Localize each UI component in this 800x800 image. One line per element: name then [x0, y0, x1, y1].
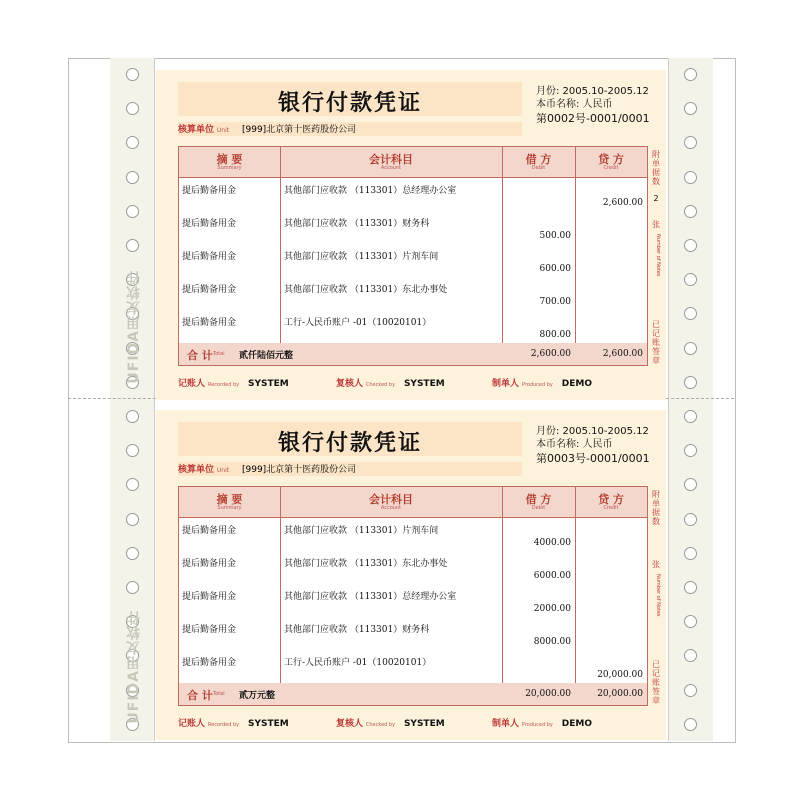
row-account: 其他部门应收款 （113301）东北办事处 — [284, 559, 448, 569]
ufida-watermark: UFIDA用友软件 — [126, 270, 142, 384]
row-summary: 提后勤备用金 — [182, 186, 237, 196]
attach-count: 2 — [653, 194, 659, 203]
header-account-en: Account — [380, 165, 402, 171]
checker — [336, 376, 445, 389]
right-tractor-hole — [684, 547, 697, 560]
row-summary: 提后勤备用金 — [182, 559, 237, 569]
header-account: 会计科目 — [369, 493, 413, 506]
checker-label-en: Checked by — [365, 382, 396, 388]
checker-label: 复核人 — [336, 379, 364, 389]
recorder-name: SYSTEM — [248, 379, 289, 389]
voucher-title-band — [178, 82, 522, 116]
currency-name: 本币名称: 人民币 — [536, 439, 613, 450]
ufida-watermark: UFIDA用友软件 — [126, 610, 142, 724]
header-credit: 贷 方 — [598, 493, 624, 506]
table-row — [179, 518, 647, 552]
row-account: 其他部门应收款 （113301）总经理办公室 — [284, 186, 457, 196]
right-tractor-hole — [684, 513, 697, 526]
right-tractor-hole — [684, 376, 697, 389]
right-tractor-hole — [684, 718, 697, 731]
zhang-label: 张 — [652, 560, 660, 569]
unit-name: [999]北京第十医药股份公司 — [241, 465, 357, 475]
row-account: 工行-人民币账户 -01（10020101） — [284, 658, 432, 668]
row-account: 其他部门应收款 （113301）总经理办公室 — [284, 592, 457, 602]
table-row — [179, 617, 647, 651]
zhang-label-en: Number of Notes — [655, 234, 661, 277]
header-debit-en: Debit — [531, 165, 546, 171]
header-summary-en: Summary — [217, 165, 242, 171]
total-in-words: 贰仟陆佰元整 — [239, 351, 294, 361]
left-tractor-hole — [126, 239, 139, 252]
header-account: 会计科目 — [369, 153, 413, 166]
entry-table — [178, 146, 648, 366]
table-row — [179, 211, 647, 245]
row-summary: 提后勤备用金 — [182, 526, 237, 536]
voucher-title: 银行付款凭证 — [277, 91, 422, 116]
posted-stamp-label: 已记账签章 — [652, 320, 660, 365]
recorder-name: SYSTEM — [248, 719, 289, 729]
total-credit: 20,000.00 — [597, 689, 643, 699]
table-row — [179, 277, 647, 311]
right-tractor-hole — [684, 410, 697, 423]
table-row — [179, 584, 647, 618]
unit-name: [999]北京第十医药股份公司 — [241, 125, 357, 135]
right-tractor-hole — [684, 581, 697, 594]
recorder-label-en: Recorded by — [207, 722, 240, 728]
month-range: 月份: 2005.10-2005.12 — [536, 426, 649, 437]
posted-stamp-label: 已记账签章 — [652, 660, 660, 705]
row-debit: 8000.00 — [533, 637, 571, 647]
recorder — [178, 376, 289, 389]
row-debit: 500.00 — [539, 231, 571, 241]
row-debit: 800.00 — [539, 330, 571, 340]
currency-name: 本币名称: 人民币 — [536, 99, 613, 110]
producer-label: 制单人 — [492, 719, 520, 729]
payment-voucher — [126, 70, 666, 400]
attach-label: 附单据数 — [652, 490, 660, 526]
header-summary-en: Summary — [217, 505, 242, 511]
voucher-number: 第0002号-0001/0001 — [536, 112, 650, 125]
unit-label: 核算单位 — [178, 125, 215, 135]
left-tractor-hole — [126, 68, 139, 81]
row-account: 其他部门应收款 （113301）东北办事处 — [284, 285, 448, 295]
zhang-label-en: Number of Notes — [655, 574, 661, 617]
left-tractor-hole — [126, 547, 139, 560]
left-tractor-hole — [126, 581, 139, 594]
right-tractor-hole — [684, 342, 697, 355]
row-summary: 提后勤备用金 — [182, 252, 237, 262]
payment-voucher — [126, 410, 666, 740]
right-tractor-hole — [684, 205, 697, 218]
header-summary: 摘 要 — [216, 153, 243, 166]
row-credit: 20,000.00 — [597, 670, 643, 680]
voucher-number: 第0003号-0001/0001 — [536, 452, 650, 465]
row-account: 其他部门应收款 （113301）片剂车间 — [284, 252, 439, 262]
header-credit-en: Credit — [603, 165, 619, 171]
table-row — [179, 650, 647, 684]
checker-label: 复核人 — [336, 719, 364, 729]
voucher-title: 银行付款凭证 — [277, 431, 422, 456]
right-tractor-hole — [684, 171, 697, 184]
unit-label-en: Unit — [216, 467, 230, 474]
producer — [492, 376, 592, 389]
header-credit: 贷 方 — [598, 153, 624, 166]
month-range: 月份: 2005.10-2005.12 — [536, 86, 649, 97]
row-debit: 6000.00 — [533, 571, 571, 581]
total-debit: 20,000.00 — [525, 689, 571, 699]
producer-label-en: Produced by — [521, 722, 553, 728]
table-header — [179, 487, 647, 518]
checker-label-en: Checked by — [365, 722, 396, 728]
table-row — [179, 178, 647, 212]
row-debit: 700.00 — [539, 297, 571, 307]
header-account-en: Account — [380, 505, 402, 511]
entry-table — [178, 486, 648, 706]
right-tractor-hole — [684, 239, 697, 252]
total-credit: 2,600.00 — [602, 349, 643, 359]
total-label-en: Total — [213, 351, 225, 357]
row-summary: 提后勤备用金 — [182, 318, 237, 328]
row-summary: 提后勤备用金 — [182, 219, 237, 229]
producer-name: DEMO — [561, 719, 592, 729]
checker-name: SYSTEM — [403, 379, 445, 389]
table-header — [179, 147, 647, 178]
attach-label: 附单据数 — [652, 150, 660, 186]
row-summary: 提后勤备用金 — [182, 658, 237, 668]
row-debit: 2000.00 — [533, 604, 571, 614]
recorder-label: 记账人 — [178, 379, 206, 389]
header-debit: 借 方 — [525, 493, 552, 506]
total-label: 合 计 — [187, 349, 213, 362]
row-account: 其他部门应收款 （113301）片剂车间 — [284, 526, 439, 536]
right-tractor-hole — [684, 684, 697, 697]
header-debit: 借 方 — [525, 153, 552, 166]
row-account: 工行-人民币账户 -01（10020101） — [284, 318, 432, 328]
checker-name: SYSTEM — [403, 719, 445, 729]
row-account: 其他部门应收款 （113301）财务科 — [284, 625, 430, 635]
row-summary: 提后勤备用金 — [182, 592, 237, 602]
voucher-title-band — [178, 422, 522, 456]
header-debit-en: Debit — [531, 505, 546, 511]
total-debit: 2,600.00 — [530, 349, 571, 359]
table-row — [179, 551, 647, 585]
producer-label: 制单人 — [492, 379, 520, 389]
recorder-label: 记账人 — [178, 719, 206, 729]
table-row — [179, 244, 647, 278]
row-debit: 600.00 — [539, 264, 571, 274]
unit-label-en: Unit — [216, 127, 230, 134]
total-row — [179, 683, 647, 705]
table-row — [179, 310, 647, 344]
right-tractor-strip — [668, 58, 713, 741]
row-summary: 提后勤备用金 — [182, 625, 237, 635]
producer-label-en: Produced by — [521, 382, 553, 388]
row-credit: 2,600.00 — [602, 198, 643, 208]
row-debit: 4000.00 — [533, 538, 571, 548]
total-label-en: Total — [213, 691, 225, 697]
producer — [492, 716, 592, 729]
accounting-unit-row — [178, 122, 522, 136]
row-summary: 提后勤备用金 — [182, 285, 237, 295]
right-tractor-hole — [684, 68, 697, 81]
recorder-label-en: Recorded by — [207, 382, 240, 388]
left-tractor-hole — [126, 171, 139, 184]
header-summary: 摘 要 — [216, 493, 243, 506]
accounting-unit-row — [178, 462, 522, 476]
row-account: 其他部门应收款 （113301）财务科 — [284, 219, 430, 229]
checker — [336, 716, 445, 729]
total-in-words: 贰万元整 — [239, 691, 276, 701]
total-row — [179, 343, 647, 365]
zhang-label: 张 — [652, 220, 660, 229]
recorder — [178, 716, 289, 729]
producer-name: DEMO — [561, 379, 592, 389]
left-tractor-hole — [126, 205, 139, 218]
total-label: 合 计 — [187, 689, 213, 702]
left-tractor-hole — [126, 410, 139, 423]
header-credit-en: Credit — [603, 505, 619, 511]
unit-label: 核算单位 — [178, 465, 215, 475]
left-tractor-hole — [126, 513, 139, 526]
